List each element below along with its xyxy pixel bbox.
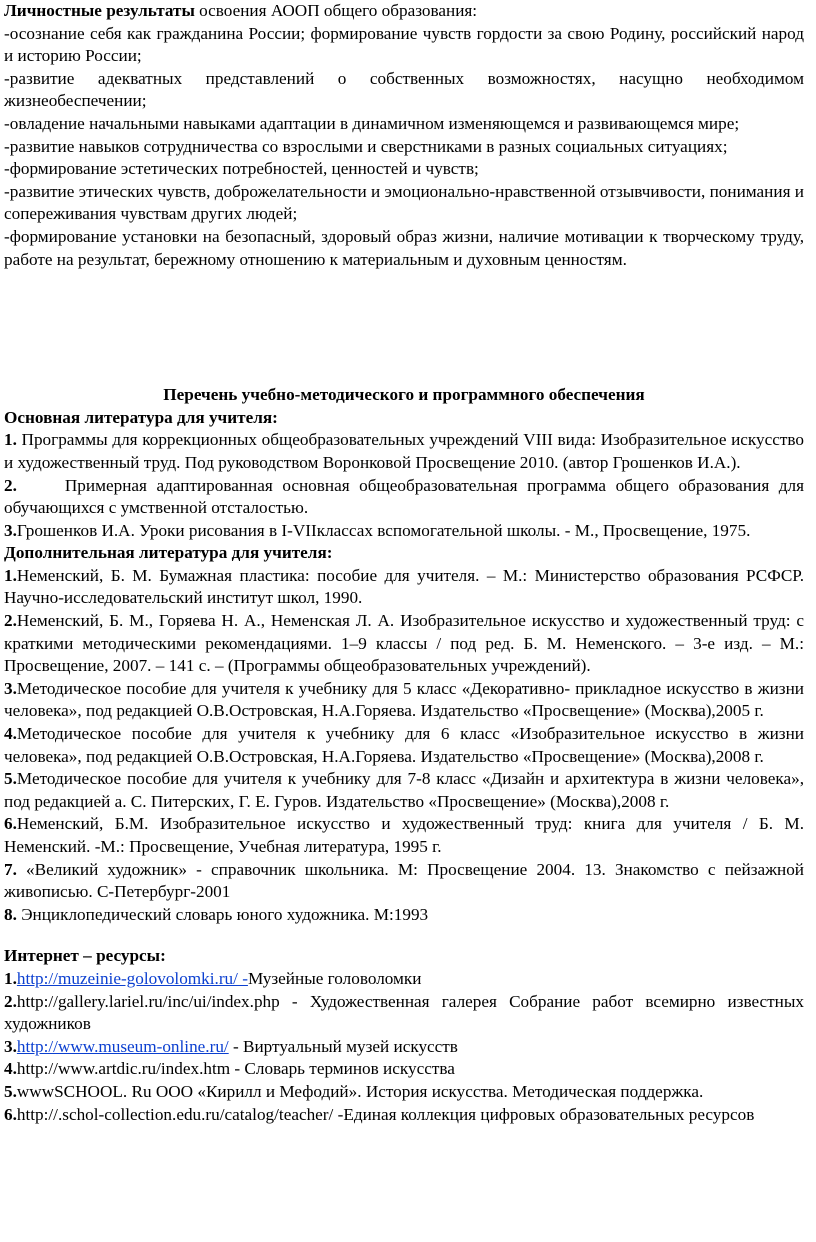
personal-results-title: Личностные результаты (4, 1, 195, 20)
main-literature-item: 1. Программы для коррекционных общеобразовательных учреждений VIII вида: Изобразительное искусство и художественный труд. Под руководством Воронковой Просвещение 2010. (автор Грошенков И.А.). (4, 430, 804, 472)
spacer (4, 271, 804, 384)
result-item: -осознание себя как гражданина России; формирование чувств гордости за свою Родину, российский народ и историю России; (4, 23, 804, 66)
extra-literature-item: 7. «Великий художник» - справочник школьника. М: Просвещение 2004. 13. Знакомство с пейзажной живописью. С-Петербург-2001 (4, 859, 804, 902)
internet-resource-item: 4.http://www.artdic.ru/index.htm - Словарь терминов искусства (4, 1059, 455, 1079)
result-item: -развитие этических чувств, доброжелательности и эмоционально-нравственной отзывчивости, понимания и сопереживания чувствам других людей; (4, 181, 804, 224)
internet-resources-heading: Интернет – ресурсы: (4, 946, 166, 966)
resources-title: Перечень учебно-методического и программного обеспечения (163, 385, 645, 405)
museum-puzzles-link[interactable]: http://muzeinie-golovolomki.ru/ - (16, 968, 248, 988)
result-item: -развитие навыков сотрудничества со взрослыми и сверстниками в разных социальных ситуациях; (4, 136, 728, 156)
internet-resource-item: 1.http://muzeinie-golovolomki.ru/ -Музейные головоломки (4, 968, 422, 988)
result-item: -овладение начальными навыками адаптации в динамичном изменяющемся и развивающемся мире; (4, 113, 740, 133)
extra-literature-item: 6.Неменский, Б.М. Изобразительное искусство и художественный труд: книга для учителя / Б. М. Неменский. -М.: Просвещение, Учебная литература, 1995 г. (4, 814, 804, 856)
internet-resource-item: 2.http://gallery.lariel.ru/inc/ui/index.php - Художественная галерея Собрание работ всемирно известных художников (4, 991, 804, 1034)
result-item: -развитие адекватных представлений о собственных возможностях, насущно необходимом жизнеобеспечении; (4, 68, 804, 111)
main-literature-item: 3.Грошенков И.А. Уроки рисования в I-VIIклассах вспомогательной школы. - М., Просвещение, 1975. (4, 520, 751, 540)
main-literature-heading: Основная литература для учителя: (4, 407, 278, 427)
result-item: -формирование установки на безопасный, здоровый образ жизни, наличие мотивации к творческому труду, работе на результат, бережному отношению к материальным и духовным ценностям. (4, 226, 804, 269)
internet-resource-item: 6.http://.schol-collection.edu.ru/catalog/teacher/ -Единая коллекция цифровых образовательных ресурсов (4, 1104, 755, 1124)
extra-literature-item: 2.Неменский, Б. М., Горяева Н. А., Неменская Л. А. Изобразительное искусство и художественный труд: с краткими методическими рекомендациями. 1–9 классы / под ред. Б. М. Неменского. – 3-е изд. – М.: Просвещение, 2007. – 141 с. – (Программы общеобразовательных учреждений). (4, 611, 804, 676)
personal-results-heading (4, 0, 804, 23)
extra-literature-item: 8. Энциклопедический словарь юного художника. М:1993 (4, 904, 429, 924)
extra-literature-item: 4.Методическое пособие для учителя к учебнику для 6 класс «Изобразительное искусство в жизни человека», под редакцией О.В.Островская, Н.А.Горяева. Издательство «Просвещение» (Москва),2008 г. (4, 724, 804, 766)
extra-literature-item: 5.Методическое пособие для учителя к учебнику для 7-8 класс «Дизайн и архитектура в жизни человека», под редакцией а. С. Питерских, Г. Е. Гуров. Издательство «Просвещение» (Москва),2008 г. (4, 769, 804, 811)
main-literature-item: 2. Примерная адаптированная основная общеобразовательная программа общего образования для обучающихся с умственной отсталостью. (4, 475, 804, 518)
result-item: -формирование эстетических потребностей, ценностей и чувств; (4, 159, 479, 179)
extra-literature-item: 3.Методическое пособие для учителя к учебнику для 5 класс «Декоративно- прикладное искусство в жизни человека», под редакцией О.В.Островская, Н.А.Горяева. Издательство «Просвещение» (Москва),2005 г. (4, 678, 804, 721)
spacer (4, 926, 804, 945)
internet-resource-item: 3.http://www.museum-online.ru/ - Виртуальный музей искусств (4, 1036, 458, 1056)
extra-literature-heading: Дополнительная литература для учителя: (4, 543, 333, 563)
internet-resource-item: 5.wwwSCHOOL. Ru ООО «Кирилл и Мефодий». История искусства. Методическая поддержка. (4, 1081, 704, 1101)
extra-literature-item: 1.Неменский, Б. М. Бумажная пластика: пособие для учителя. – М.: Министерство образования РСФСР. Научно-исследовательский институт школ, 1990. (4, 565, 804, 608)
personal-results-subtitle: освоения АООП общего образования: (194, 1, 478, 20)
virtual-museum-link[interactable]: http://www.museum-online.ru/ (16, 1036, 229, 1056)
